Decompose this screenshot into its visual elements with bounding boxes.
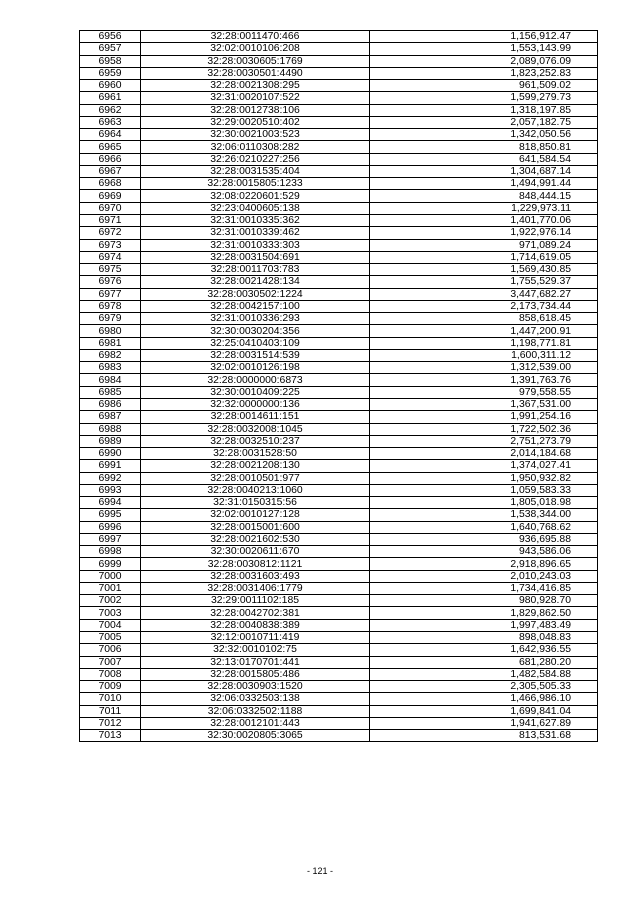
cadastral-number-cell: 32:28:0030903:1520: [141, 681, 370, 693]
amount-cell: 1,997,483.49: [370, 619, 598, 631]
table-row: [80, 276, 598, 288]
amount-cell: 1,494,991.44: [370, 178, 598, 190]
row-number-cell: 7001: [80, 582, 141, 594]
table-row: [80, 31, 598, 43]
cadastral-number-cell: 32:28:0010501:977: [141, 472, 370, 484]
amount-cell: 681,280.20: [370, 656, 598, 668]
amount-cell: 936,695.88: [370, 533, 598, 545]
row-number-cell: 6976: [80, 276, 141, 288]
table-row: [80, 570, 598, 582]
amount-cell: 1,829,862.50: [370, 607, 598, 619]
cadastral-number-cell: 32:02:0010106:208: [141, 43, 370, 55]
row-number-cell: 6971: [80, 214, 141, 226]
row-number-cell: 6988: [80, 423, 141, 435]
table-row: [80, 325, 598, 337]
table-row: [80, 668, 598, 680]
amount-cell: 2,014,184.68: [370, 448, 598, 460]
table-row: [80, 116, 598, 128]
table-row: [80, 141, 598, 153]
table-row: [80, 644, 598, 656]
cadastral-number-cell: 32:31:0010333:303: [141, 239, 370, 251]
cadastral-number-cell: 32:28:0021308:295: [141, 80, 370, 92]
row-number-cell: 6990: [80, 448, 141, 460]
amount-cell: 1,198,771.81: [370, 337, 598, 349]
row-number-cell: 6996: [80, 521, 141, 533]
amount-cell: 1,156,912.47: [370, 31, 598, 43]
cadastral-number-cell: 32:02:0010127:128: [141, 509, 370, 521]
row-number-cell: 6957: [80, 43, 141, 55]
table-row: [80, 398, 598, 410]
cadastral-number-cell: 32:28:0021208:130: [141, 460, 370, 472]
cadastral-number-cell: 32:31:0010339:462: [141, 227, 370, 239]
amount-cell: 1,823,252.83: [370, 67, 598, 79]
amount-cell: 1,922,976.14: [370, 227, 598, 239]
cadastral-number-cell: 32:28:0040213:1060: [141, 484, 370, 496]
row-number-cell: 6989: [80, 435, 141, 447]
cadastral-number-cell: 32:28:0031514:539: [141, 349, 370, 361]
amount-cell: 980,928.70: [370, 595, 598, 607]
table-row: [80, 558, 598, 570]
row-number-cell: 6962: [80, 104, 141, 116]
row-number-cell: 6963: [80, 116, 141, 128]
amount-cell: 1,553,143.99: [370, 43, 598, 55]
table-row: [80, 337, 598, 349]
amount-cell: 1,482,584.88: [370, 668, 598, 680]
cadastral-number-cell: 32:28:0021602:530: [141, 533, 370, 545]
cadastral-number-cell: 32:26:0210227:256: [141, 153, 370, 165]
row-number-cell: 6956: [80, 31, 141, 43]
cadastral-number-cell: 32:28:0032510:237: [141, 435, 370, 447]
cadastral-number-cell: 32:28:0042157:100: [141, 300, 370, 312]
table-row: [80, 153, 598, 165]
row-number-cell: 6969: [80, 190, 141, 202]
row-number-cell: 6980: [80, 325, 141, 337]
table-row: [80, 448, 598, 460]
cadastral-number-cell: 32:31:0010335:362: [141, 214, 370, 226]
cadastral-number-cell: 32:30:0020611:670: [141, 546, 370, 558]
row-number-cell: 6977: [80, 288, 141, 300]
cadastral-number-cell: 32:31:0020107:522: [141, 92, 370, 104]
cadastral-number-cell: 32:29:0020510:402: [141, 116, 370, 128]
amount-cell: 1,318,197.85: [370, 104, 598, 116]
row-number-cell: 7004: [80, 619, 141, 631]
table-row: [80, 656, 598, 668]
cadastral-number-cell: 32:06:0110308:282: [141, 141, 370, 153]
table-row: [80, 55, 598, 67]
cadastral-number-cell: 32:23:0400605:138: [141, 202, 370, 214]
amount-cell: 1,722,502.36: [370, 423, 598, 435]
cadastral-number-cell: 32:28:0014611:151: [141, 411, 370, 423]
amount-cell: 979,558.55: [370, 386, 598, 398]
amount-cell: 1,699,841.04: [370, 705, 598, 717]
amount-cell: 971,089.24: [370, 239, 598, 251]
table-row: [80, 129, 598, 141]
amount-cell: 1,714,619.05: [370, 251, 598, 263]
table-row: [80, 104, 598, 116]
amount-cell: 641,584.54: [370, 153, 598, 165]
row-number-cell: 6997: [80, 533, 141, 545]
cadastral-number-cell: 32:30:0020805:3065: [141, 730, 370, 742]
cadastral-number-cell: 32:28:0042702:381: [141, 607, 370, 619]
row-number-cell: 6958: [80, 55, 141, 67]
amount-cell: 1,600,311.12: [370, 349, 598, 361]
amount-cell: 1,304,687.14: [370, 165, 598, 177]
row-number-cell: 6966: [80, 153, 141, 165]
amount-cell: 1,950,932.82: [370, 472, 598, 484]
amount-cell: 1,642,936.55: [370, 644, 598, 656]
cadastral-number-cell: 32:28:0012738:106: [141, 104, 370, 116]
row-number-cell: 6964: [80, 129, 141, 141]
data-table: [79, 30, 598, 742]
row-number-cell: 6994: [80, 497, 141, 509]
row-number-cell: 7013: [80, 730, 141, 742]
cadastral-number-cell: 32:28:0031528:50: [141, 448, 370, 460]
row-number-cell: 6967: [80, 165, 141, 177]
row-number-cell: 6986: [80, 398, 141, 410]
table-row: [80, 582, 598, 594]
amount-cell: 2,751,273.79: [370, 435, 598, 447]
row-number-cell: 6991: [80, 460, 141, 472]
row-number-cell: 6982: [80, 349, 141, 361]
table-row: [80, 693, 598, 705]
table-row: [80, 546, 598, 558]
row-number-cell: 7006: [80, 644, 141, 656]
table-row: [80, 423, 598, 435]
table-row: [80, 214, 598, 226]
table-row: [80, 386, 598, 398]
cadastral-number-cell: 32:28:0030812:1121: [141, 558, 370, 570]
table-row: [80, 595, 598, 607]
amount-cell: 2,057,182.75: [370, 116, 598, 128]
amount-cell: 1,391,763.76: [370, 374, 598, 386]
amount-cell: 2,918,896.65: [370, 558, 598, 570]
amount-cell: 1,599,279.73: [370, 92, 598, 104]
amount-cell: 818,850.81: [370, 141, 598, 153]
cadastral-number-cell: 32:28:0031535:404: [141, 165, 370, 177]
row-number-cell: 7011: [80, 705, 141, 717]
row-number-cell: 7008: [80, 668, 141, 680]
amount-cell: 1,755,529.37: [370, 276, 598, 288]
cadastral-number-cell: 32:28:0011470:466: [141, 31, 370, 43]
cadastral-number-cell: 32:02:0010126:198: [141, 362, 370, 374]
amount-cell: 2,173,734.44: [370, 300, 598, 312]
table-row: [80, 251, 598, 263]
table-row: [80, 533, 598, 545]
amount-cell: 1,401,770.06: [370, 214, 598, 226]
row-number-cell: 6959: [80, 67, 141, 79]
table-row: [80, 472, 598, 484]
row-number-cell: 7009: [80, 681, 141, 693]
row-number-cell: 6970: [80, 202, 141, 214]
cadastral-number-cell: 32:30:0030204:356: [141, 325, 370, 337]
cadastral-number-cell: 32:28:0030605:1769: [141, 55, 370, 67]
row-number-cell: 6961: [80, 92, 141, 104]
table-row: [80, 497, 598, 509]
cadastral-number-cell: 32:06:0332503:138: [141, 693, 370, 705]
amount-cell: 858,618.45: [370, 313, 598, 325]
row-number-cell: 6999: [80, 558, 141, 570]
table-row: [80, 92, 598, 104]
amount-cell: 1,569,430.85: [370, 264, 598, 276]
cadastral-number-cell: 32:31:0150315:56: [141, 497, 370, 509]
amount-cell: 1,640,768.62: [370, 521, 598, 533]
row-number-cell: 7012: [80, 717, 141, 729]
row-number-cell: 6995: [80, 509, 141, 521]
table-row: [80, 619, 598, 631]
row-number-cell: 7007: [80, 656, 141, 668]
page-number: - 121 -: [306, 866, 333, 876]
amount-cell: 1,538,344.00: [370, 509, 598, 521]
table-row: [80, 165, 598, 177]
cadastral-number-cell: 32:30:0021003:523: [141, 129, 370, 141]
table-row: [80, 67, 598, 79]
amount-cell: 1,374,027.41: [370, 460, 598, 472]
row-number-cell: 6987: [80, 411, 141, 423]
amount-cell: 1,447,200.91: [370, 325, 598, 337]
table-row: [80, 705, 598, 717]
cadastral-number-cell: 32:29:0011102:185: [141, 595, 370, 607]
amount-cell: 1,734,416.85: [370, 582, 598, 594]
row-number-cell: 6998: [80, 546, 141, 558]
table-row: [80, 227, 598, 239]
row-number-cell: 6992: [80, 472, 141, 484]
table-row: [80, 264, 598, 276]
row-number-cell: 6965: [80, 141, 141, 153]
table-row: [80, 43, 598, 55]
amount-cell: 1,059,583.33: [370, 484, 598, 496]
cadastral-number-cell: 32:28:0040838:389: [141, 619, 370, 631]
cadastral-number-cell: 32:13:0170701:441: [141, 656, 370, 668]
row-number-cell: 7003: [80, 607, 141, 619]
row-number-cell: 6960: [80, 80, 141, 92]
amount-cell: 1,941,627.89: [370, 717, 598, 729]
table-row: [80, 411, 598, 423]
row-number-cell: 6981: [80, 337, 141, 349]
cadastral-number-cell: 32:28:0031406:1779: [141, 582, 370, 594]
cadastral-number-cell: 32:32:0000000:136: [141, 398, 370, 410]
table-row: [80, 178, 598, 190]
amount-cell: 848,444.15: [370, 190, 598, 202]
table-row: [80, 435, 598, 447]
row-number-cell: 6993: [80, 484, 141, 496]
table-row: [80, 374, 598, 386]
table-row: [80, 730, 598, 742]
row-number-cell: 6978: [80, 300, 141, 312]
cadastral-number-cell: 32:28:0031603:493: [141, 570, 370, 582]
row-number-cell: 6983: [80, 362, 141, 374]
amount-cell: 1,342,050.56: [370, 129, 598, 141]
amount-cell: 1,466,986.10: [370, 693, 598, 705]
amount-cell: 961,509.02: [370, 80, 598, 92]
table-row: [80, 190, 598, 202]
row-number-cell: 7002: [80, 595, 141, 607]
table-row: [80, 607, 598, 619]
row-number-cell: 6973: [80, 239, 141, 251]
cadastral-number-cell: 32:06:0332502:1188: [141, 705, 370, 717]
cadastral-number-cell: 32:28:0030501:4490: [141, 67, 370, 79]
table-row: [80, 484, 598, 496]
row-number-cell: 6984: [80, 374, 141, 386]
table-body: [80, 31, 598, 742]
amount-cell: 2,089,076.09: [370, 55, 598, 67]
cadastral-number-cell: 32:28:0015001:600: [141, 521, 370, 533]
cadastral-number-cell: 32:28:0030502:1224: [141, 288, 370, 300]
table-row: [80, 202, 598, 214]
amount-cell: 1,991,254.16: [370, 411, 598, 423]
amount-cell: 2,010,243.03: [370, 570, 598, 582]
cadastral-number-cell: 32:28:0012101:443: [141, 717, 370, 729]
row-number-cell: 7000: [80, 570, 141, 582]
table-row: [80, 717, 598, 729]
amount-cell: 1,805,018.98: [370, 497, 598, 509]
amount-cell: 1,312,539.00: [370, 362, 598, 374]
table-row: [80, 313, 598, 325]
table-row: [80, 509, 598, 521]
row-number-cell: 7005: [80, 632, 141, 644]
row-number-cell: 6974: [80, 251, 141, 263]
row-number-cell: 7010: [80, 693, 141, 705]
row-number-cell: 6972: [80, 227, 141, 239]
cadastral-number-cell: 32:28:0032008:1045: [141, 423, 370, 435]
table-row: [80, 288, 598, 300]
cadastral-number-cell: 32:12:0010711:419: [141, 632, 370, 644]
amount-cell: 3,447,682.27: [370, 288, 598, 300]
cadastral-number-cell: 32:28:0031504:691: [141, 251, 370, 263]
cadastral-number-cell: 32:28:0011703:783: [141, 264, 370, 276]
table-row: [80, 239, 598, 251]
table-row: [80, 460, 598, 472]
table-row: [80, 300, 598, 312]
cadastral-number-cell: 32:32:0010102:75: [141, 644, 370, 656]
table-row: [80, 349, 598, 361]
cadastral-number-cell: 32:28:0000000:6873: [141, 374, 370, 386]
amount-cell: 1,367,531.00: [370, 398, 598, 410]
cadastral-number-cell: 32:28:0015805:486: [141, 668, 370, 680]
amount-cell: 1,229,973.11: [370, 202, 598, 214]
amount-cell: 813,531.68: [370, 730, 598, 742]
cadastral-number-cell: 32:28:0015805:1233: [141, 178, 370, 190]
row-number-cell: 6975: [80, 264, 141, 276]
table-row: [80, 362, 598, 374]
row-number-cell: 6968: [80, 178, 141, 190]
cadastral-number-cell: 32:25:0410403:109: [141, 337, 370, 349]
row-number-cell: 6985: [80, 386, 141, 398]
cadastral-number-cell: 32:28:0021428:134: [141, 276, 370, 288]
amount-cell: 2,305,505.33: [370, 681, 598, 693]
table-row: [80, 521, 598, 533]
amount-cell: 898,048.83: [370, 632, 598, 644]
table-row: [80, 80, 598, 92]
cadastral-number-cell: 32:31:0010336:293: [141, 313, 370, 325]
table-row: [80, 681, 598, 693]
table-row: [80, 632, 598, 644]
cadastral-number-cell: 32:08:0220601:529: [141, 190, 370, 202]
cadastral-number-cell: 32:30:0010409:225: [141, 386, 370, 398]
amount-cell: 943,586.06: [370, 546, 598, 558]
row-number-cell: 6979: [80, 313, 141, 325]
